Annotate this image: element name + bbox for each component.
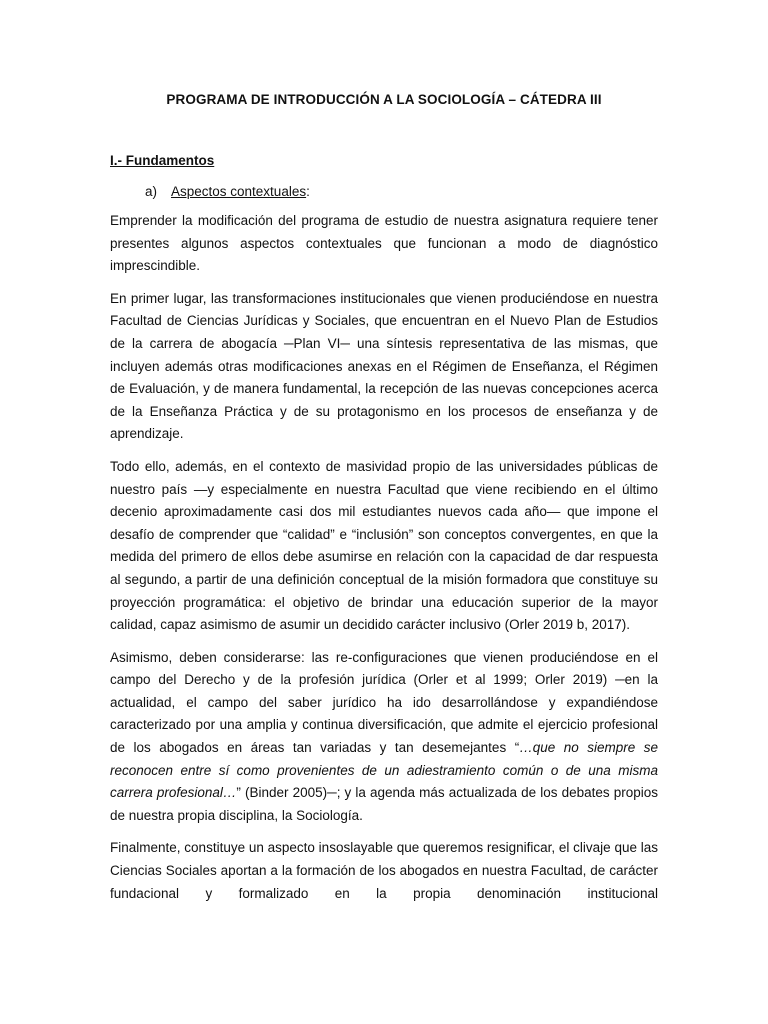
paragraph-text: ” (Binder 2005)─; y la agenda más actualizada de los debates propios de nuestra propia disciplina, la Sociología. — [110, 785, 658, 823]
section-heading: I.- Fundamentos — [110, 153, 215, 168]
subsection-heading — [145, 184, 310, 199]
paragraph: Emprender la modificación del programa de estudio de nuestra asignatura requiere tener presentes algunos aspectos contextuales que funcionan a modo de diagnóstico imprescindible. — [110, 213, 658, 274]
document-body — [110, 210, 658, 915]
document-title: PROGRAMA DE INTRODUCCIÓN A LA SOCIOLOGÍA – CÁTEDRA III — [166, 92, 602, 107]
paragraph — [110, 647, 658, 828]
subsection-title: Aspectos contextuales — [171, 184, 307, 199]
paragraph-text: Asimismo, deben considerarse: las re-configuraciones que vienen produciéndose en el campo del Derecho y de la profesión jurídica (Orler et al 1999; Orler 2019) ─en la actualidad, el campo del saber jurídico ha ido desarrollándose y expandiéndose caracterizado por una amplia y continua diversificación, que admite el ejercicio profesional de los abogados en áreas tan variadas y tan desemejantes “ — [110, 649, 658, 756]
subsection-colon: : — [306, 184, 310, 199]
subsection-letter: a) — [145, 184, 158, 199]
quoted-text: …que no siempre se reconocen entre sí como provenientes de un adiestramiento común o de una misma carrera profesional… — [110, 740, 658, 801]
paragraph: Todo ello, además, en el contexto de masividad propio de las universidades públicas de nuestro país —y especialmente en nuestra Facultad que viene recibiendo en el último decenio aproximadamente casi dos mil estudiantes nuevos cada año— que impone el desafío de comprender que “calidad” e “inclusión” son conceptos convergentes, en que la medida del primero de ellos debe asumirse en relación con la capacidad de dar respuesta al segundo, a partir de una definición conceptual de la misión formadora que constituye su proyección programática: el objetivo de brindar una educación superior de la mayor calidad, capaz asimismo de asumir un decidido carácter inclusivo (Orler 2019 b, 2017). — [110, 458, 658, 633]
paragraph: Finalmente, constituye un aspecto insoslayable que queremos resignificar, el clivaje que las Ciencias Sociales aportan a la formación de los abogados en nuestra Facultad, de carácter fundacional y formalizado en la propia denominación institucional — [110, 840, 658, 901]
paragraph: En primer lugar, las transformaciones institucionales que vienen produciéndose en nuestra Facultad de Ciencias Jurídicas y Sociales, que encuentran en el Nuevo Plan de Estudios de la carrera de abogacía ─Plan VI─ una síntesis representativa de las mismas, que incluyen además otras modificaciones anexas en el Régimen de Enseñanza, el Régimen de Evaluación, y de manera fundamental, la recepción de las nuevas concepciones acerca de la Enseñanza Práctica y de su protagonismo en los procesos de enseñanza y de aprendizaje. — [110, 290, 658, 442]
